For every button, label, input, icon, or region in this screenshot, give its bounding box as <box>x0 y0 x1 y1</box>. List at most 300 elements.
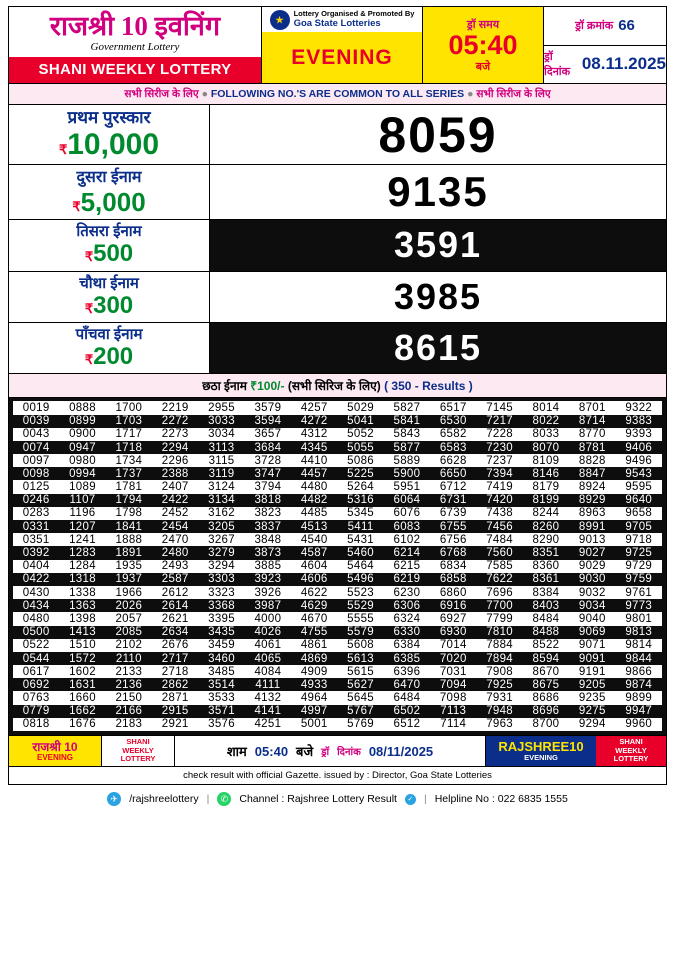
winning-number: 1937 <box>106 573 152 586</box>
winning-number: 5052 <box>337 428 383 441</box>
winning-number: 0994 <box>59 467 105 480</box>
sixth-prize-rupee-icon: ₹ <box>250 379 258 394</box>
winning-number: 2085 <box>106 626 152 639</box>
winning-number: 7438 <box>476 507 522 520</box>
winning-number: 1413 <box>59 626 105 639</box>
winning-number: 0544 <box>13 652 59 665</box>
winning-number: 5316 <box>337 494 383 507</box>
winning-number: 3115 <box>198 454 244 467</box>
winning-number: 6834 <box>430 560 476 573</box>
winning-number: 8070 <box>523 441 569 454</box>
prize-number: 3985 <box>393 275 483 317</box>
winning-number: 0899 <box>59 415 105 428</box>
winning-number: 6306 <box>384 599 430 612</box>
winning-number: 9191 <box>569 665 615 678</box>
winning-number: 2388 <box>152 467 198 480</box>
winning-number: 3205 <box>198 520 244 533</box>
winning-number: 6219 <box>384 573 430 586</box>
winning-number: 6582 <box>430 428 476 441</box>
winning-number: 8700 <box>523 718 569 731</box>
winning-number: 6930 <box>430 626 476 639</box>
footer-date-value: 08/11/2025 <box>368 743 434 759</box>
winning-number: 8146 <box>523 467 569 480</box>
verified-icon: ✓ <box>405 794 416 805</box>
winning-number: 2026 <box>106 599 152 612</box>
winning-number: 8522 <box>523 639 569 652</box>
footer-shani-right <box>596 736 666 766</box>
winning-number: 8022 <box>523 415 569 428</box>
winning-number: 9844 <box>615 652 662 665</box>
winning-number: 3279 <box>198 546 244 559</box>
winning-number: 8109 <box>523 454 569 467</box>
winning-number: 9729 <box>615 560 662 573</box>
winning-number: 4933 <box>291 678 337 691</box>
winning-number: 8714 <box>569 415 615 428</box>
prize-label-cell <box>9 105 210 164</box>
winning-number: 1338 <box>59 586 105 599</box>
winning-number: 5001 <box>291 718 337 731</box>
winning-number: 1602 <box>59 665 105 678</box>
winning-number: 5951 <box>384 480 430 493</box>
winning-number: 6064 <box>384 494 430 507</box>
winning-number: 3885 <box>245 560 291 573</box>
winning-number: 4485 <box>291 507 337 520</box>
prize-number-cell <box>210 220 666 270</box>
winning-number: 2219 <box>152 401 198 414</box>
winning-number: 8701 <box>569 401 615 414</box>
winning-number: 8033 <box>523 428 569 441</box>
table-row <box>13 507 662 520</box>
winning-number: 2150 <box>106 691 152 704</box>
winning-number: 2166 <box>106 705 152 718</box>
winning-number: 1781 <box>106 480 152 493</box>
winning-number: 9027 <box>569 546 615 559</box>
prize-row <box>9 220 666 271</box>
winning-number: 7622 <box>476 573 522 586</box>
winning-number: 0019 <box>13 401 59 414</box>
draw-date-label: ड्रॉ दिनांक <box>544 51 571 79</box>
winning-number: 2272 <box>152 415 198 428</box>
winning-number: 8179 <box>523 480 569 493</box>
winning-number: 1935 <box>106 560 152 573</box>
winning-number: 4622 <box>291 586 337 599</box>
winning-number: 3460 <box>198 652 244 665</box>
winning-number: 9947 <box>615 705 662 718</box>
winning-number: 4869 <box>291 652 337 665</box>
footer-shani-l1: SHANI <box>126 737 150 747</box>
winning-number: 4111 <box>245 678 291 691</box>
footer-shani-left <box>102 736 175 766</box>
winning-number: 9759 <box>615 573 662 586</box>
prize-amount <box>85 241 133 267</box>
winning-number: 0818 <box>13 718 59 731</box>
winning-number: 9718 <box>615 533 662 546</box>
winning-number: 4755 <box>291 626 337 639</box>
winning-number: 8484 <box>523 612 569 625</box>
table-row <box>13 612 662 625</box>
winning-number: 4000 <box>245 612 291 625</box>
winning-number: 4272 <box>291 415 337 428</box>
winning-number: 8260 <box>523 520 569 533</box>
table-row <box>13 718 662 731</box>
winning-number: 3926 <box>245 586 291 599</box>
winning-number: 5345 <box>337 507 383 520</box>
winning-number: 2407 <box>152 480 198 493</box>
winning-number: 9029 <box>569 560 615 573</box>
winning-number: 3033 <box>198 415 244 428</box>
winning-number: 2294 <box>152 441 198 454</box>
winning-number: 4861 <box>291 639 337 652</box>
winning-number: 2454 <box>152 520 198 533</box>
winning-number: 2480 <box>152 546 198 559</box>
winning-numbers-grid <box>8 398 667 736</box>
winning-number: 8686 <box>523 691 569 704</box>
footer-brand <box>9 736 102 766</box>
winning-number: 8199 <box>523 494 569 507</box>
winning-number: 1676 <box>59 718 105 731</box>
winning-number: 1572 <box>59 652 105 665</box>
winning-number: 5411 <box>337 520 383 533</box>
winning-number: 3485 <box>198 665 244 678</box>
winning-number: 7925 <box>476 678 522 691</box>
sixth-prize-bar <box>8 374 667 398</box>
winning-number: 3459 <box>198 639 244 652</box>
winning-number: 0692 <box>13 678 59 691</box>
prize-amount <box>72 188 145 217</box>
winning-number: 6214 <box>384 546 430 559</box>
winning-number: 8828 <box>569 454 615 467</box>
winning-number: 1510 <box>59 639 105 652</box>
winning-number: 0888 <box>59 401 105 414</box>
common-strip-left: सभी सिरीज के लिए <box>124 88 199 100</box>
winning-number: 6512 <box>384 718 430 731</box>
winning-number: 9091 <box>569 652 615 665</box>
winning-number: 6755 <box>430 520 476 533</box>
winning-number: 5029 <box>337 401 383 414</box>
winning-number: 0617 <box>13 665 59 678</box>
winning-number: 1398 <box>59 612 105 625</box>
winning-number: 6076 <box>384 507 430 520</box>
prize-name: दुसरा ईनाम <box>76 169 142 187</box>
winning-number: 0039 <box>13 415 59 428</box>
winning-number: 0283 <box>13 507 59 520</box>
winning-number: 8770 <box>569 428 615 441</box>
winning-number: 9874 <box>615 678 662 691</box>
winning-number: 4540 <box>291 533 337 546</box>
winning-number: 2136 <box>106 678 152 691</box>
footer-right-shani2: WEEKLY <box>615 745 647 755</box>
winning-number: 8488 <box>523 626 569 639</box>
prize-number-cell <box>210 165 666 219</box>
winning-number: 8351 <box>523 546 569 559</box>
sixth-prize-label: छठा ईनाम <box>202 379 247 394</box>
whatsapp-channel[interactable]: Channel : Rajshree Lottery Result <box>239 793 397 806</box>
winning-number: 5615 <box>337 665 383 678</box>
winning-number: 7908 <box>476 665 522 678</box>
draw-time-value: 05:40 <box>448 29 518 60</box>
winning-number: 4132 <box>245 691 291 704</box>
winning-number: 3579 <box>245 401 291 414</box>
winning-number: 7014 <box>430 639 476 652</box>
winning-number: 4251 <box>245 718 291 731</box>
telegram-handle[interactable]: /rajshreelottery <box>129 793 199 806</box>
winning-number: 7810 <box>476 626 522 639</box>
winning-number: 9032 <box>569 586 615 599</box>
winning-number: 6731 <box>430 494 476 507</box>
table-row <box>13 705 662 718</box>
winning-number: 4457 <box>291 467 337 480</box>
winning-number: 1196 <box>59 507 105 520</box>
winning-number: 3162 <box>198 507 244 520</box>
winning-number: 1662 <box>59 705 105 718</box>
winning-number: 1891 <box>106 546 152 559</box>
winning-number: 6102 <box>384 533 430 546</box>
table-row <box>13 691 662 704</box>
winning-number: 6230 <box>384 586 430 599</box>
winning-number: 7020 <box>430 652 476 665</box>
prize-amount-value: 200 <box>93 342 134 370</box>
winning-number: 2717 <box>152 652 198 665</box>
winning-number: 0043 <box>13 428 59 441</box>
winning-number: 6927 <box>430 612 476 625</box>
winning-number: 2614 <box>152 599 198 612</box>
winning-number: 9275 <box>569 705 615 718</box>
winning-number: 5769 <box>337 718 383 731</box>
table-row <box>13 546 662 559</box>
prize-amount-value: 500 <box>93 240 134 268</box>
winning-number: 6083 <box>384 520 430 533</box>
winning-number: 9773 <box>615 599 662 612</box>
winning-number: 3987 <box>245 599 291 612</box>
winning-number: 6530 <box>430 415 476 428</box>
winning-number: 7931 <box>476 691 522 704</box>
winning-number: 9658 <box>615 507 662 520</box>
winning-number: 3794 <box>245 480 291 493</box>
winning-number: 5264 <box>337 480 383 493</box>
winning-number: 5431 <box>337 533 383 546</box>
rupee-icon: ₹ <box>58 142 68 158</box>
winning-number: 1888 <box>106 533 152 546</box>
winning-number: 8384 <box>523 586 569 599</box>
winning-number: 8963 <box>569 507 615 520</box>
winning-number: 6470 <box>384 678 430 691</box>
numbers-table <box>13 401 662 731</box>
winning-number: 9294 <box>569 718 615 731</box>
winning-number: 7419 <box>476 480 522 493</box>
winning-number: 9071 <box>569 639 615 652</box>
winning-number: 1089 <box>59 480 105 493</box>
table-row <box>13 415 662 428</box>
prize-table <box>8 105 667 374</box>
winning-number: 3514 <box>198 678 244 691</box>
table-row <box>13 494 662 507</box>
winning-number: 9813 <box>615 626 662 639</box>
footer-draw-label: ड्रॉ <box>321 747 330 759</box>
table-row <box>13 428 662 441</box>
draw-info-block <box>544 7 666 83</box>
winning-number: 8924 <box>569 480 615 493</box>
prize-row <box>9 105 666 165</box>
winning-number: 9761 <box>615 586 662 599</box>
winning-number: 5889 <box>384 454 430 467</box>
winning-number: 6739 <box>430 507 476 520</box>
winning-number: 5460 <box>337 546 383 559</box>
winning-number: 8290 <box>523 533 569 546</box>
winning-number: 9496 <box>615 454 662 467</box>
winning-number: 0392 <box>13 546 59 559</box>
winning-number: 6583 <box>430 441 476 454</box>
organiser <box>262 7 422 32</box>
winning-number: 9069 <box>569 626 615 639</box>
footer-right-line1: RAJSHREE10 <box>498 739 584 755</box>
winning-number: 2296 <box>152 454 198 467</box>
winning-number: 6860 <box>430 586 476 599</box>
draw-number-value: 66 <box>618 17 635 35</box>
winning-number: 1700 <box>106 401 152 414</box>
winning-number: 3818 <box>245 494 291 507</box>
winning-number: 5055 <box>337 441 383 454</box>
winning-number: 1794 <box>106 494 152 507</box>
winning-number: 7114 <box>430 718 476 731</box>
winning-number: 2871 <box>152 691 198 704</box>
winning-number: 2862 <box>152 678 198 691</box>
prize-row <box>9 272 666 323</box>
winning-number: 8781 <box>569 441 615 454</box>
winning-number: 7230 <box>476 441 522 454</box>
brand-subtitle: Government Lottery <box>90 41 180 53</box>
footer-shani-l2: WEEKLY <box>122 745 154 755</box>
winning-number: 5645 <box>337 691 383 704</box>
winning-number: 8675 <box>523 678 569 691</box>
winning-number: 4604 <box>291 560 337 573</box>
common-strip-center: FOLLOWING NO.'S ARE COMMON TO ALL SERIES <box>210 88 465 100</box>
winning-number: 5464 <box>337 560 383 573</box>
winning-number: 0900 <box>59 428 105 441</box>
prize-row <box>9 165 666 220</box>
winning-number: 0500 <box>13 626 59 639</box>
winning-number: 6517 <box>430 401 476 414</box>
winning-number: 7031 <box>430 665 476 678</box>
winning-number: 8360 <box>523 560 569 573</box>
table-row <box>13 573 662 586</box>
brand-top <box>9 7 261 57</box>
draw-date-row <box>544 46 666 84</box>
winning-number: 3435 <box>198 626 244 639</box>
winning-number: 8594 <box>523 652 569 665</box>
whatsapp-icon[interactable]: ✆ <box>217 792 231 806</box>
winning-number: 1283 <box>59 546 105 559</box>
winning-number: 4026 <box>245 626 291 639</box>
winning-number: 4964 <box>291 691 337 704</box>
winning-number: 0434 <box>13 599 59 612</box>
winning-number: 7799 <box>476 612 522 625</box>
winning-number: 5523 <box>337 586 383 599</box>
winning-number: 9595 <box>615 480 662 493</box>
draw-time-block <box>423 7 544 83</box>
table-row <box>13 678 662 691</box>
winning-number: 7696 <box>476 586 522 599</box>
prize-label-cell <box>9 272 210 322</box>
winning-number: 3837 <box>245 520 291 533</box>
organiser-line1: Lottery Organised & Promoted By <box>293 9 415 19</box>
prize-label-cell <box>9 220 210 270</box>
winning-number: 6330 <box>384 626 430 639</box>
table-row <box>13 599 662 612</box>
winning-number: 0522 <box>13 639 59 652</box>
winning-number: 7884 <box>476 639 522 652</box>
winning-number: 2183 <box>106 718 152 731</box>
winning-number: 5841 <box>384 415 430 428</box>
winning-number: 3576 <box>198 718 244 731</box>
winning-number: 3873 <box>245 546 291 559</box>
winning-number: 4587 <box>291 546 337 559</box>
winning-number: 5555 <box>337 612 383 625</box>
winning-number: 1207 <box>59 520 105 533</box>
winning-number: 7585 <box>476 560 522 573</box>
header-org-block <box>262 7 423 83</box>
prize-label-cell <box>9 165 210 219</box>
winning-number: 6650 <box>430 467 476 480</box>
winning-number: 0246 <box>13 494 59 507</box>
winning-number: 3728 <box>245 454 291 467</box>
winning-number: 1363 <box>59 599 105 612</box>
winning-number: 4482 <box>291 494 337 507</box>
winning-number: 1718 <box>106 441 152 454</box>
footer-draw-info <box>175 736 485 766</box>
winning-number: 3533 <box>198 691 244 704</box>
prize-number: 8615 <box>393 327 483 369</box>
winning-number: 5627 <box>337 678 383 691</box>
winning-number: 3594 <box>245 415 291 428</box>
prize-amount <box>85 344 133 370</box>
winning-number: 0480 <box>13 612 59 625</box>
table-row <box>13 533 662 546</box>
prize-amount-value: 5,000 <box>80 186 146 217</box>
helpline-number: Helpline No : 022 6835 1555 <box>434 793 568 806</box>
winning-number: 1737 <box>106 467 152 480</box>
organiser-line2: Goa State Lotteries <box>293 17 381 29</box>
winning-number: 3134 <box>198 494 244 507</box>
goa-lotteries-logo-icon: ★ <box>270 10 290 30</box>
winning-number: 7894 <box>476 652 522 665</box>
draw-time-label: ड्रॉ समय <box>466 18 500 31</box>
winning-number: 8403 <box>523 599 569 612</box>
header-brand-block <box>9 7 262 83</box>
rupee-icon: ₹ <box>72 198 81 214</box>
winning-number: 8670 <box>523 665 569 678</box>
winning-number: 7145 <box>476 401 522 414</box>
winning-number: 0331 <box>13 520 59 533</box>
prize-number: 9135 <box>387 168 489 216</box>
footer-right-line2: EVENING <box>524 753 558 763</box>
winning-number: 3124 <box>198 480 244 493</box>
winning-number: 3823 <box>245 507 291 520</box>
winning-number: 5608 <box>337 639 383 652</box>
winning-number: 3368 <box>198 599 244 612</box>
table-row <box>13 520 662 533</box>
winning-number: 8991 <box>569 520 615 533</box>
winning-number: 6324 <box>384 612 430 625</box>
winning-number: 3848 <box>245 533 291 546</box>
winning-number: 6756 <box>430 533 476 546</box>
table-row <box>13 480 662 493</box>
prize-number-cell <box>210 323 666 373</box>
winning-number: 1966 <box>106 586 152 599</box>
winning-number: 6215 <box>384 560 430 573</box>
draw-date-value: 08.11.2025 <box>581 54 666 74</box>
winning-number: 6712 <box>430 480 476 493</box>
telegram-icon[interactable]: ✈ <box>107 792 121 806</box>
